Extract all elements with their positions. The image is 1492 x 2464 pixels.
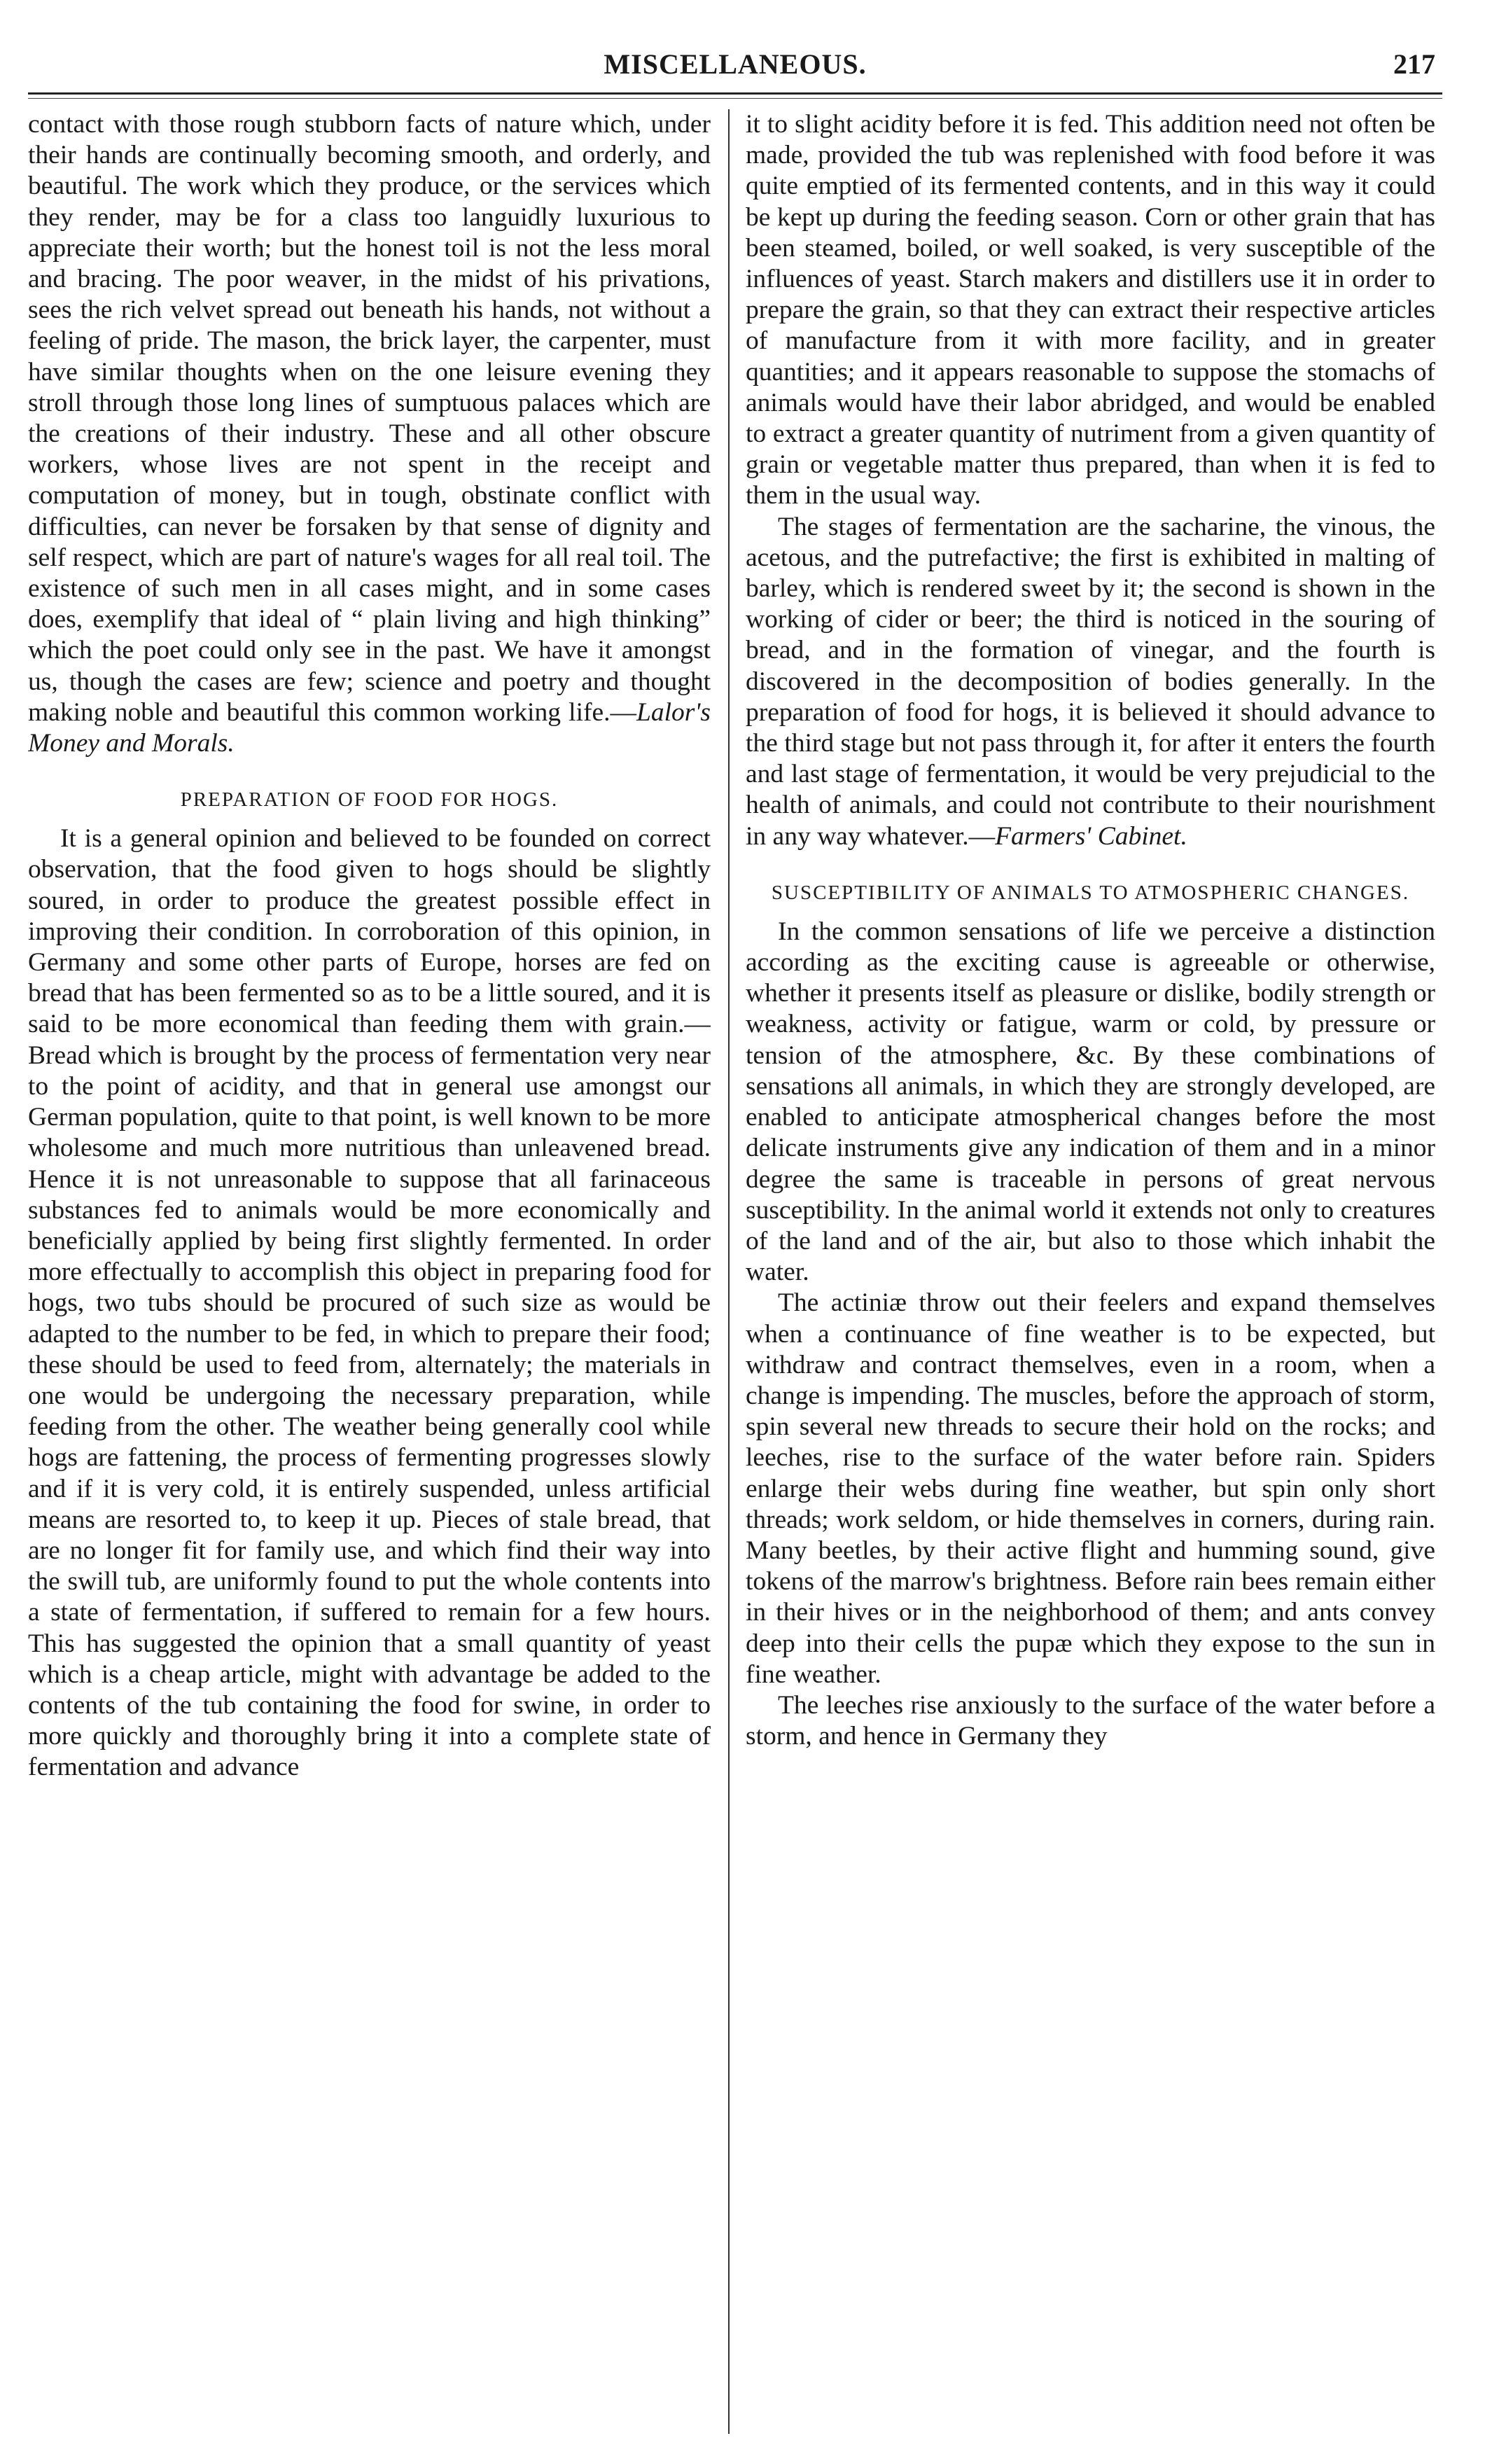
paragraph-text: The stages of fermentation are the sacharine, the vinous, the acetous, and the putrefactive; the first is exhibited in malting of barley, which is rendered sweet by it; the second is shown in the working of cider or beer; the third is noticed in the souring of bread, and in the formation of vinegar, and the fourth is discovered in the decomposition of bodies generally. In the preparation of food for hogs, it is believed it should advance to the third stage but not pass through it, for after it enters the fourth and last stage of fermentation, it would be very prejudicial to the health of animals, and could not contribute to their nourishment in any way whatever.—	[746, 512, 1435, 851]
running-title: MISCELLANEOUS.	[604, 48, 867, 80]
attribution: Lalor's Money and Morals.	[28, 697, 711, 758]
running-head	[28, 42, 1442, 91]
article-continued-paragraph	[28, 109, 711, 759]
article-paragraph: The leeches rise anxiously to the surface of the water before a storm, and hence in Germany they	[746, 1690, 1435, 1751]
header-rule-thin	[28, 98, 1442, 99]
article-continued-paragraph: it to slight acidity before it is fed. This addition need not often be made, provided the tub was replenished with food before it was quite emptied of its fermented contents, and in this way it could be kept up during the feeding season. Corn or other grain that has been steamed, boiled, or well soaked, is very susceptible of the influences of yeast. Starch makers and distillers use it in order to prepare the grain, so that they can extract their respective articles of manufacture from it with more facility, and in greater quantities; and it appears reasonable to suppose the stomachs of animals would have their labor abridged, and would be enabled to extract a greater quantity of nutriment from a given quantity of grain or vegetable matter thus prepared, than when it is fed to them in the usual way.	[746, 110, 1435, 510]
right-column	[746, 109, 1435, 2434]
article-paragraph: The actiniæ throw out their feelers and expand themselves when a continuance of fine weather is to be expected, but withdraw and contract themselves, even in a room, when a change is impending. The muscles, before the approach of storm, spin several new threads to secure their hold on the rocks; and leeches, rise to the surface of the water before rain. Spiders enlarge their webs during fine weather, but spin only short threads; work seldom, or hide themselves in corners, during rain. Many beetles, by their active flight and humming sound, give tokens of the marrow's brightness. Before rain bees remain either in their hives or in the neighborhood of them; and ants convey deep into their cells the pupæ which they expose to the sun in fine weather.	[746, 1288, 1435, 1689]
columns	[28, 109, 1442, 2434]
attribution: Farmers' Cabinet.	[995, 821, 1187, 851]
left-column	[28, 109, 711, 2434]
section-heading-hogs: PREPARATION OF FOOD FOR HOGS.	[180, 788, 559, 812]
page	[28, 42, 1442, 2437]
article-paragraph: It is a general opinion and believed to be founded on correct observation, that the food given to hogs should be slightly soured, in order to produce the greatest possible effect in improving their condition. In corroboration of this opinion, in Germany and some other parts of Europe, horses are fed on bread that has been fermented so as to be a little soured, and it is said to be more economical than feeding them with grain.—Bread which is brought by the process of fermentation very near to the point of acidity, and that in general use amongst our German population, quite to that point, is well known to be more wholesome and much more nutritious than unleavened bread. Hence it is not unreasonable to suppose that all farinaceous substances fed to animals would be more economically and beneficially applied by being first slightly fermented. In order more effectually to accomplish this object in preparing food for hogs, two tubs should be procured of such size as would be adapted to the number to be fed, in which to prepare their food; these should be used to feed from, alternately; the materials in one would be undergoing the necessary preparation, while feeding from the other. The weather being generally cool while hogs are fattening, the process of fermenting progresses slowly and if it is very cold, it is entirely suspended, unless artificial means are resorted to, to keep it up. Pieces of stale bread, that are no longer fit for family use, and which find their way into the swill tub, are uniformly found to put the whole contents into a state of fermentation, if suffered to remain for a few hours. This has suggested the opinion that a small quantity of yeast which is a cheap article, might with advantage be added to the contents of the tub containing the food for swine, in order to more quickly and thoroughly bring it into a complete state of fermentation and advance	[28, 824, 711, 1782]
paragraph-text: contact with those rough stubborn facts of nature which, under their hands are continually becoming smooth, and orderly, and beautiful. The work which they produce, or the services which they render, may be for a class too languidly luxurious to appreciate their worth; but the honest toil is not the less moral and bracing. The poor weaver, in the midst of his privations, sees the rich velvet spread out beneath his hands, not without a feeling of pride. The mason, the brick layer, the carpenter, must have similar thoughts when on the one leisure evening they stroll through those long lines of sumptuous palaces which are the creations of their industry. These and all other obscure workers, whose lives are not spent in the receipt and computation of money, but in tough, obstinate conflict with difficulties, can never be forsaken by that sense of dignity and self respect, which are part of nature's wages for all real toil. The existence of such men in all cases might, and in some cases does, exemplify that ideal of “ plain living and high thinking” which the poet could only see in the past. We have it amongst us, though the cases are few; science and poetry and thought making noble and beautiful this common working life.—	[28, 110, 711, 727]
column-divider	[728, 109, 730, 2434]
article-paragraph	[746, 512, 1435, 852]
article-paragraph: In the common sensations of life we perceive a distinction according as the exciting cause is agreeable or otherwise, whether it presents itself as pleasure or dislike, bodily strength or weakness, activity or fatigue, warm or cold, by pressure or tension of the atmosphere, &c. By these combinations of sensations all animals, in which they are strongly developed, are enabled to anticipate atmospherical changes before the most delicate instruments give any indication of them and in a minor degree the same is traceable in persons of great nervous susceptibility. In the animal world it extends not only to creatures of the land and of the air, but also to those which inhabit the water.	[746, 917, 1435, 1287]
page-number: 217	[1393, 48, 1435, 80]
header-rule	[28, 92, 1442, 95]
section-heading-atmospheric: SUSCEPTIBILITY OF ANIMALS TO ATMOSPHERIC CHANGES.	[771, 881, 1410, 904]
